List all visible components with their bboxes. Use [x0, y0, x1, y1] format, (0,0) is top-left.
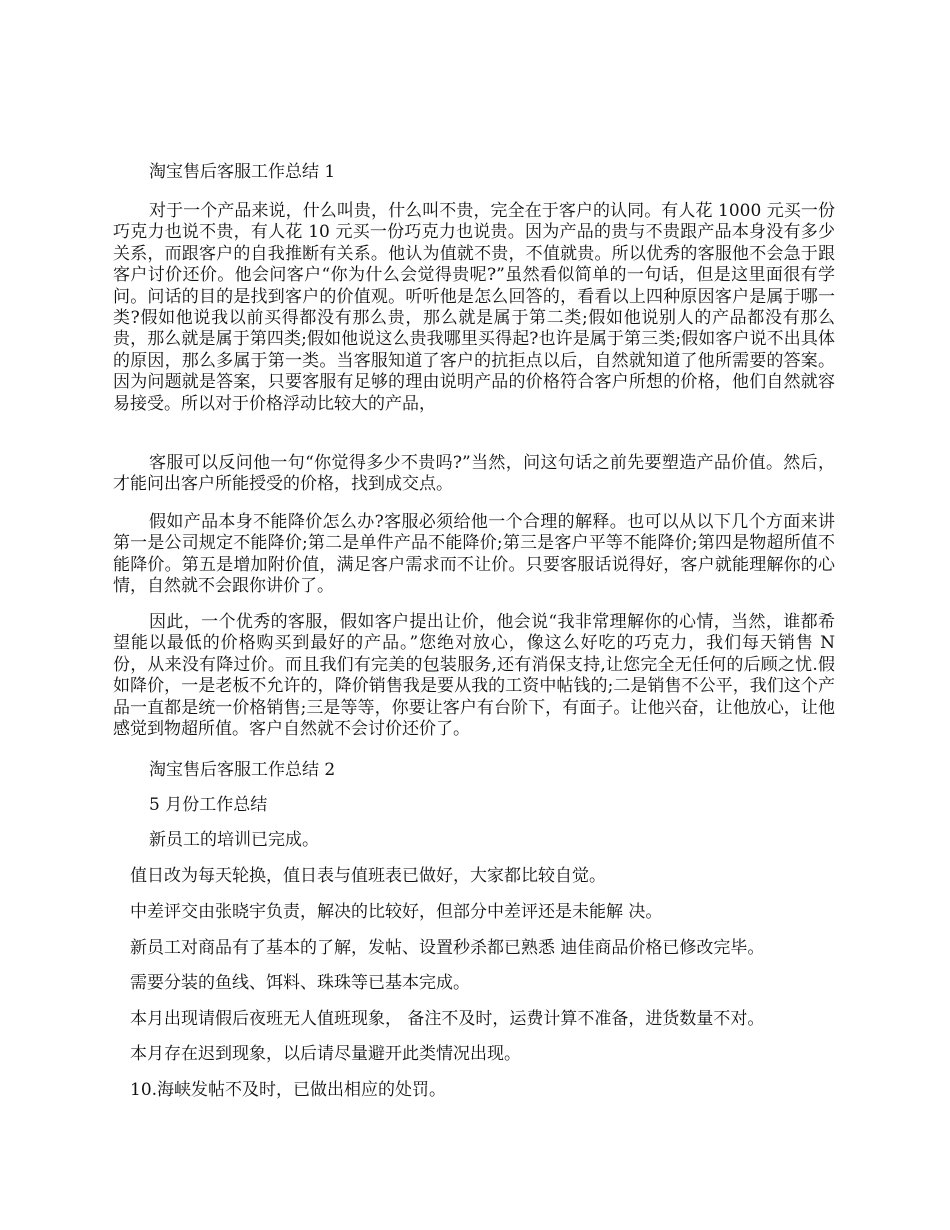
- paragraph-4: 因此，一个优秀的客服，假如客户提出让价，他会说“我非常理解你的心情，当然，谁都希望能以最低的价格购买到最好的产品。”您绝对放心，像这么好吃的巧克力，我们每天销售 N 份，从来没有降过价。而且我们有完美的包装服务,还有消保支持,让您完全无任何的后顾之忧.假如降价，一是老板不允许的，降价销售我是要从我的工资中帖钱的;二是销售不公平，我们这个产品一直都是统一价格销售;三是等等，你要让客户有台阶下，有面子。让他兴奋，让他放心，让他感觉到物超所值。客户自然就不会讨价还价了。: [113, 612, 835, 740]
- paragraph-1: 对于一个产品来说，什么叫贵，什么叫不贵，完全在于客户的认同。有人花 1000 元买一份巧克力也说不贵，有人花 10 元买一份巧克力也说贵。因为产品的贵与不贵跟产品本身没有多少关系，而跟客户的自我推断有关系。他认为值就不贵，不值就贵。所以优秀的客服他不会急于跟客户讨价还价。他会问客户“你为什么会觉得贵呢?”虽然看似简单的一句话，但是这里面很有学问。问话的目的是找到客户的价值观。听听他是怎么回答的，看看以上四种原因客户是属于哪一类?假如他说我以前买得都没有那么贵，那么就是属于第二类;假如他说别人的产品都没有那么贵，那么就是属于第四类;假如他说这么贵我哪里买得起?也许是属于第三类;假如客户说不出具体的原因，那么多属于第一类。当客服知道了客户的抗拒点以后，自然就知道了他所需要的答案。因为问题就是答案，只要客服有足够的理由说明产品的价格符合客户所想的价格，他们自然就容易接受。所以对于价格浮动比较大的产品，: [113, 201, 835, 414]
- section-title-1: 淘宝售后客服工作总结 1: [149, 162, 336, 182]
- paragraph-3: 假如产品本身不能降价怎么办?客服必须给他一个合理的解释。也可以从以下几个方面来讲第一是公司规定不能降价;第二是单件产品不能降价;第三是客户平等不能降价;第四是物超所值不能降价。第五是增加附价值，满足客户需求而不让价。只要客服话说得好，客户就能理解你的心情，自然就不会跟你讲价了。: [113, 512, 835, 597]
- paragraph-2: 客服可以反问他一句“你觉得多少不贵吗?”当然，问这句话之前先要塑造产品价值。然后，才能问出客户所能授受的价格，找到成交点。: [113, 453, 835, 495]
- section-title-2: 淘宝售后客服工作总结 2: [149, 760, 336, 780]
- list-item: 中差评交由张晓宇负责，解决的比较好，但部分中差评还是未能解 决。: [130, 902, 663, 922]
- list-item: 值日改为每天轮换，值日表与值班表已做好，大家都比较自觉。: [130, 866, 606, 886]
- list-item: 本月出现请假后夜班无人值班现象， 备注不及时，运费计算不准备，进货数量不对。: [130, 1009, 765, 1029]
- month-summary-title: 5 月份工作总结: [149, 795, 268, 815]
- list-item: 新员工的培训已完成。: [149, 830, 319, 850]
- list-item: 本月存在迟到现象，以后请尽量避开此类情况出现。: [130, 1044, 521, 1064]
- list-item: 新员工对商品有了基本的了解，发帖、设置秒杀都已熟悉 迪佳商品价格已修改完毕。: [130, 938, 765, 958]
- list-item: 10.海峡发帖不及时，已做出相应的处罚。: [130, 1080, 447, 1100]
- list-item: 需要分装的鱼线、饵料、珠珠等已基本完成。: [130, 973, 470, 993]
